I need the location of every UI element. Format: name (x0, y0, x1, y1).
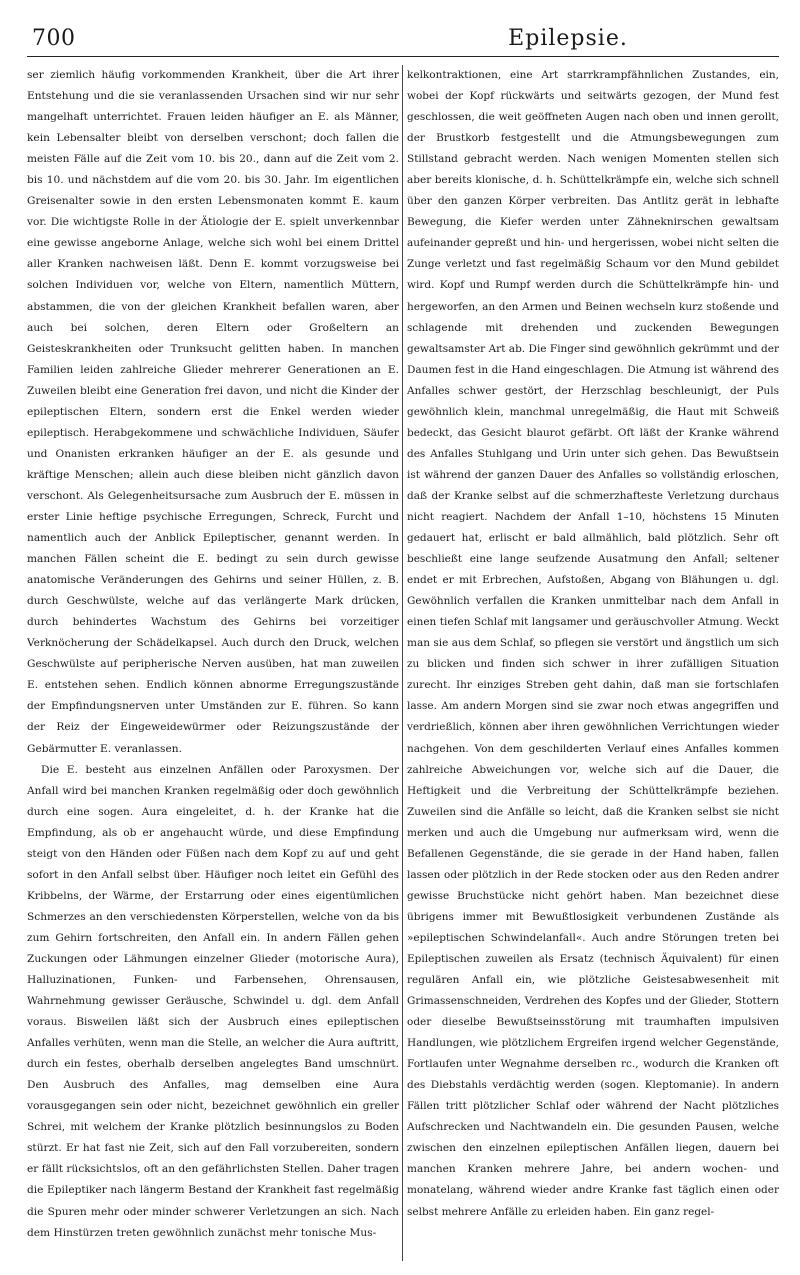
paragraph: kelkontraktionen, eine Art starrkrampfähnlichen Zustandes, ein, wobei der Kopf rückwärts und seitwärts gezogen, der Mund fest geschlossen, die weit geöffneten Augen nach oben und innen gerollt, der Brustkorb festgestellt und die Atmungsbewegungen zum Stillstand gebracht werden. Nach wenigen Momenten stellen sich aber bereits klonische, d. h. Schüttelkrämpfe ein, welche sich schnell über den ganzen Körper verbreiten. Das Antlitz gerät in lebhafte Bewegung, die Kiefer werden unter Zähneknirschen gewaltsam aufeinander gepreßt und hin- und hergerissen, wobei nicht selten die Zunge verletzt und fast regelmäßig Schaum vor den Mund gebildet wird. Kopf und Rumpf werden durch die Schüttelkrämpfe hin- und hergeworfen, an den Armen und Beinen wechseln kurz stoßende und schlagende mit drehenden und zuckenden Bewegungen gewaltsamster Art ab. Die Finger sind gewöhnlich gekrümmt und der Daumen fest in die Hand eingeschlagen. Die Atmung ist während des Anfalles schwer gestört, der Herzschlag beschleunigt, der Puls gewöhnlich klein, manchmal unregelmäßig, die Haut mit Schweiß bedeckt, das Gesicht blaurot gefärbt. Oft läßt der Kranke während des Anfalles Stuhlgang und Urin unter sich gehen. Das Bewußtsein ist während der ganzen Dauer des Anfalles so vollständig erloschen, daß der Kranke selbst auf die schmerzhafteste Verletzung durchaus nicht reagiert. Nachdem der Anfall 1–10, höchstens 15 Minuten gedauert hat, erlischt er bald allmählich, bald plötzlich. Sehr oft beschließt eine lange seufzende Ausatmung den Anfall; seltener endet er mit Erbrechen, Aufstoßen, Abgang von Blähungen u. dgl. Gewöhnlich verfallen die Kranken unmittelbar nach dem Anfall in einen tiefen Schlaf mit langsamer und geräuschvoller Atmung. Weckt man sie aus dem Schlaf, so pflegen sie verstört und ängstlich um sich zu blicken und finden sich schwer in ihrer zufälligen Situation zurecht. Ihr einziges Streben geht dahin, daß man sie fortschlafen lasse. Am andern Morgen sind sie zwar noch etwas angegriffen und verdrießlich, können aber ihren gewöhnlichen Verrichtungen wieder nachgehen. Von dem geschilderten Verlauf eines Anfalles kommen zahlreiche Abweichungen vor, welche sich auf die Dauer, die Heftigkeit und die Verbreitung der Schüttelkrämpfe beziehen. Zuweilen sind die Anfälle so leicht, daß die Kranken selbst sie nicht merken und auch die Umgebung nur aufmerksam wird, wenn die Befallenen Gegenstände, die sie gerade in der Hand haben, fallen lassen oder plötzlich in der Rede stocken oder aus den Reden andrer gewisse Bruchstücke nicht gehört haben. Man bezeichnet diese übrigens immer mit Bewußtlosigkeit verbundenen Zustände als »epileptischen Schwindelanfall«. Auch andre Störungen treten bei Epileptischen zuweilen als Ersatz (technisch Äquivalent) für einen regulären Anfall ein, wie plötzliche Geistesabwesenheit mit Grimassenschneiden, Verdrehen des Kopfes und der Glieder, Stottern oder dieselbe Bewußtseinsstörung mit traumhaften impulsiven Handlungen, wie plötzlichem Ergreifen irgend welcher Gegenstände, Fortlaufen unter Wegnahme derselben rc., wodurch die Kranken oft des Diebstahls verdächtig werden (sogen. Kleptomanie). In andern Fällen tritt plötzlicher Schlaf oder während der Nacht plötzliches Aufschrecken und Nachtwandeln ein. Die gesunden Pausen, welche zwischen den einzelnen epileptischen Anfällen liegen, dauern bei manchen Kranken mehrere Jahre, bei andern wochen- und monatelang, während wieder andre Kranke fast täglich einen oder selbst mehrere Anfälle zu erleiden haben. Ein ganz regel- (407, 69, 779, 1218)
left-column (27, 65, 399, 1261)
paragraph: Die E. besteht aus einzelnen Anfällen oder Paroxysmen. Der Anfall wird bei manchen Kranken regelmäßig oder doch gewöhnlich durch eine sogen. Aura eingeleitet, d. h. der Kranke hat die Empfindung, als ob er angehaucht würde, und diese Empfindung steigt von den Händen oder Füßen nach dem Kopf zu auf und geht sofort in den Anfall selbst über. Häufiger noch leitet ein Gefühl des Kribbelns, der Wärme, der Erstarrung oder eines eigentümlichen Schmerzes an den verschiedensten Körperstellen, welche von da bis zum Gehirn fortschreiten, den Anfall ein. In andern Fällen gehen Zuckungen oder Lähmungen einzelner Glieder (motorische Aura), Halluzinationen, Funken- und Farbensehen, Ohrensausen, Wahrnehmung gewisser Geräusche, Schwindel u. dgl. dem Anfall voraus. Bisweilen läßt sich der Ausbruch eines epileptischen Anfalles verhüten, wenn man die Stelle, an welcher die Aura auftritt, durch ein festes, oberhalb derselben angelegtes Band umschnürt. Den Ausbruch des Anfalles, mag demselben eine Aura vorausgegangen sein oder nicht, bezeichnet gewöhnlich ein greller Schrei, mit welchem der Kranke plötzlich besinnungslos zu Boden stürzt. Er hat fast nie Zeit, sich auf den Fall vorzubereiten, sondern er fällt rücksichtslos, oft an den gefährlichsten Stellen. Daher tragen die Epileptiker nach längerm Bestand der Krankheit fast regelmäßig die Spuren mehr oder minder schwerer Verletzungen an sich. Nach dem Hinstürzen treten gewöhnlich zunächst mehr tonische Mus- (27, 763, 399, 1239)
page-header (27, 20, 779, 57)
column-divider (402, 65, 403, 1261)
running-title: Epilepsie. (508, 26, 628, 51)
right-column (407, 65, 779, 1261)
page-number: 700 (32, 26, 76, 51)
paragraph: ser ziemlich häufig vorkommenden Krankheit, über die Art ihrer Entstehung und die sie veranlassenden Ursachen sind wir nur sehr mangelhaft unterrichtet. Frauen leiden häufiger an E. als Männer, kein Lebensalter bleibt von derselben verschont; doch fallen die meisten Fälle auf die Zeit vom 10. bis 20., dann auf die Zeit vom 2. bis 10. und nächstdem auf die vom 20. bis 30. Jahr. Im eigentlichen Greisenalter sowie in den ersten Lebensmonaten kommt E. kaum vor. Die wichtigste Rolle in der Ätiologie der E. spielt unverkennbar eine gewisse angeborne Anlage, welche sich wohl bei einem Drittel aller Kranken nachweisen läßt. Denn E. kommt vorzugsweise bei solchen Individuen vor, welche von Eltern, namentlich Müttern, abstammen, die von der gleichen Krankheit befallen waren, aber auch bei solchen, deren Eltern oder Großeltern an Geisteskrankheiten oder Trunksucht gelitten haben. In manchen Familien leiden zahlreiche Glieder mehrerer Generationen an E. Zuweilen bleibt eine Generation frei davon, und nicht die Kinder der epileptischen Eltern, sondern erst die Enkel werden wieder epileptisch. Herabgekommene und schwächliche Individuen, Säufer und Onanisten erkranken häufiger an der E. als gesunde und kräftige Menschen; allein auch diese bleiben nicht gänzlich davon verschont. Als Gelegenheitsursache zum Ausbruch der E. müssen in erster Linie heftige psychische Erregungen, Schreck, Furcht und namentlich auch der Anblick Epileptischer, genannt werden. In manchen Fällen scheint die E. bedingt zu sein durch gewisse anatomische Veränderungen des Gehirns und seiner Hüllen, z. B. durch Geschwülste, welche auf das verlängerte Mark drücken, durch behindertes Wachstum des Gehirns bei vorzeitiger Verknöcherung der Schädelkapsel. Auch durch den Druck, welchen Geschwülste auf peripherische Nerven ausüben, hat man zuweilen E. entstehen sehen. Endlich können abnorme Erregungszustände der Empfindungsnerven unter Umständen zur E. führen. So kann der Reiz der Eingeweidewürmer oder Reizungszustände der Gebärmutter E. veranlassen. (27, 69, 399, 755)
text-columns (27, 65, 779, 1261)
